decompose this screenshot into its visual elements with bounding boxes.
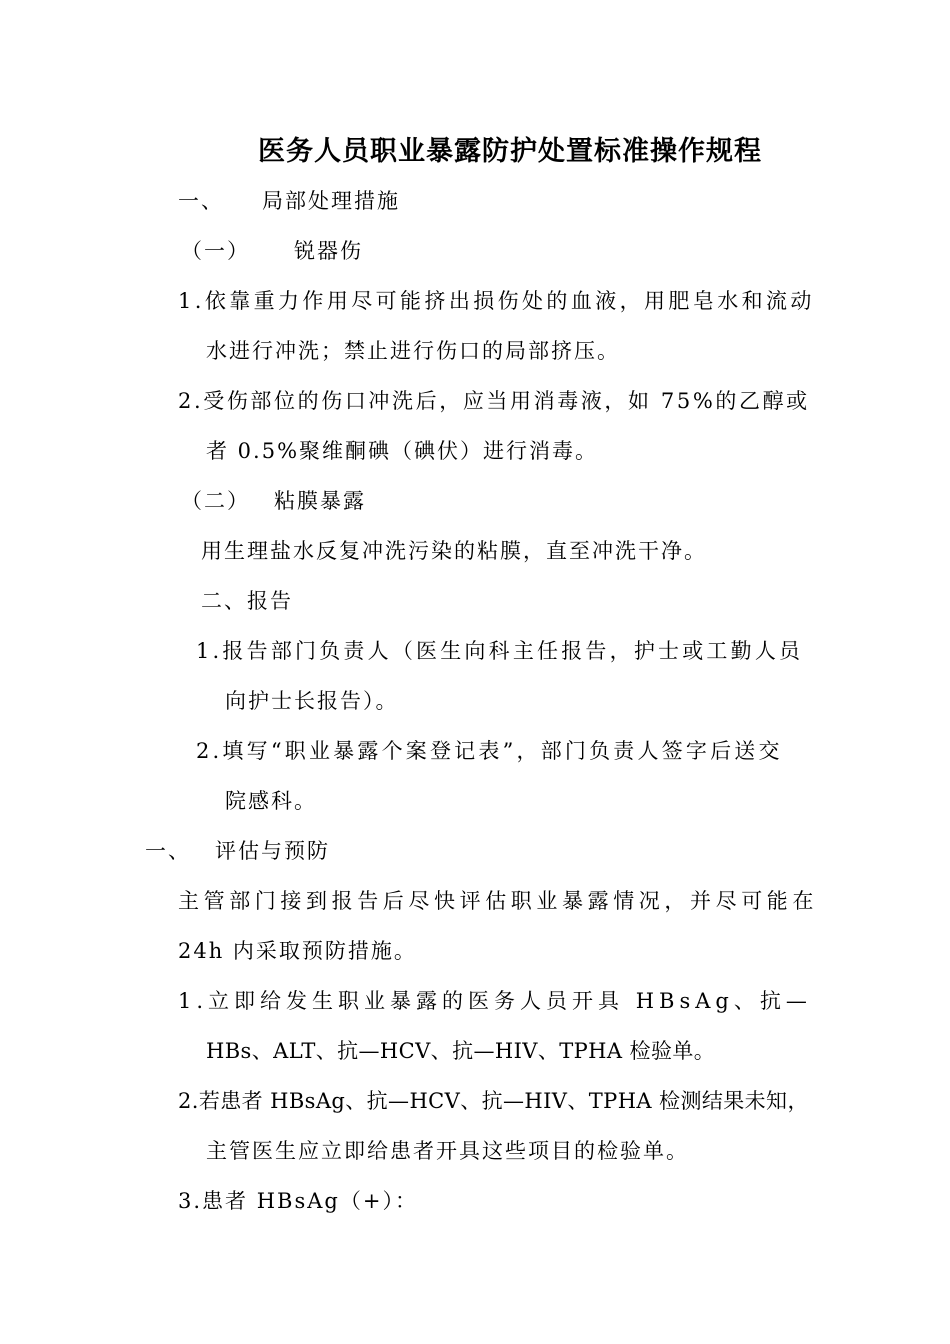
subsection-label: 锐器伤 xyxy=(294,239,363,263)
paragraph-line: 水进行冲洗；禁止进行伤口的局部挤压。 xyxy=(206,339,620,363)
paragraph-line: 2.填写“职业暴露个案登记表”，部门负责人签字后送交 xyxy=(196,739,783,763)
subsection-heading-sharp-injury xyxy=(181,237,363,265)
section-label: 局部处理措施 xyxy=(262,189,400,213)
subsection-number: （二） xyxy=(181,489,250,513)
paragraph-line: 主管部门接到报告后尽快评估职业暴露情况，并尽可能在 xyxy=(178,889,818,913)
section-label: 评估与预防 xyxy=(215,839,330,863)
paragraph-line: 3.患者 HBsAg（+）： xyxy=(178,1189,418,1213)
document-title: 医务人员职业暴露防护处置标准操作规程 xyxy=(258,136,762,167)
paragraph-line: 2.若患者 HBsAg、抗—HCV、抗—HIV、TPHA 检测结果未知， xyxy=(178,1089,809,1113)
section-heading-assessment xyxy=(145,837,330,865)
paragraph-line: 1.立即给发生职业暴露的医务人员开具 HBsAg、抗— xyxy=(178,989,812,1013)
subsection-label: 粘膜暴露 xyxy=(274,489,366,513)
paragraph-line: 主管医生应立即给患者开具这些项目的检验单。 xyxy=(206,1139,689,1163)
paragraph-line: 者 0.5%聚维酮碘（碘伏）进行消毒。 xyxy=(206,439,599,463)
paragraph-line: 2.受伤部位的伤口冲洗后，应当用消毒液，如 75%的乙醇或 xyxy=(178,389,810,413)
subsection-number: （一） xyxy=(181,239,250,263)
paragraph-line: 向护士长报告）。 xyxy=(225,689,399,713)
section-number: 一、 xyxy=(145,839,191,863)
paragraph-line: HBs、ALT、抗—HCV、抗—HIV、TPHA 检验单。 xyxy=(206,1039,716,1063)
section-number: 一、 xyxy=(178,189,224,213)
paragraph-line: 1.报告部门负责人（医生向科主任报告，护士或工勤人员 xyxy=(196,639,804,663)
paragraph-line: 院感科。 xyxy=(225,789,317,813)
section-heading-local-treatment xyxy=(178,187,400,215)
subsection-heading-mucosa-exposure xyxy=(181,487,366,515)
paragraph-line: 24h 内采取预防措施。 xyxy=(178,939,417,963)
section-heading-report: 二、报告 xyxy=(201,589,293,613)
paragraph-line: 用生理盐水反复冲洗污染的粘膜，直至冲洗干净。 xyxy=(201,539,707,563)
paragraph-line: 1.依靠重力作用尽可能挤出损伤处的血液，用肥皂水和流动 xyxy=(178,289,815,313)
